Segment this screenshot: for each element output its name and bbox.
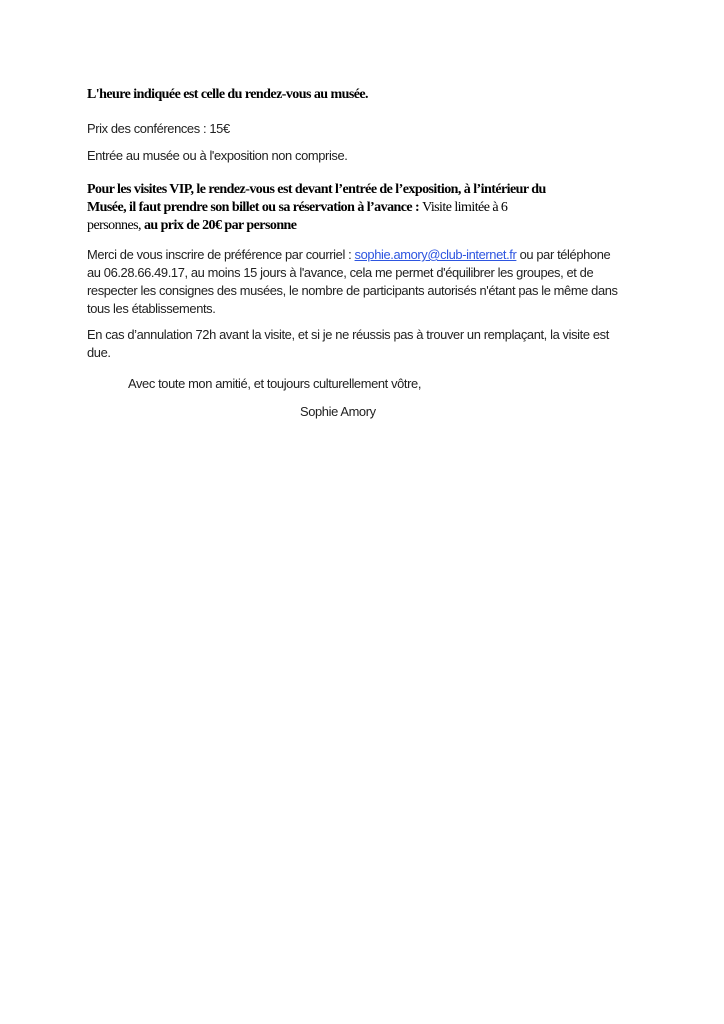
vip-visit-paragraph (87, 181, 647, 235)
registration-line-1-before-link: Merci de vous inscrire de préférence par courriel : (87, 247, 355, 262)
closing-salutation: Avec toute mon amitié, et toujours culturellement vôtre, (128, 376, 422, 391)
registration-line-1-after-link: ou par téléphone (516, 247, 611, 262)
registration-line-4: tous les établissements. (87, 301, 216, 316)
cancellation-policy-paragraph (87, 326, 647, 362)
vip-line-2-bold-text: Musée, il faut prendre son billet ou sa réservation à l’avance : (87, 200, 423, 215)
registration-line-3: respecter les consignes des musées, le nombre de participants autorisés n'étant pas le même dans (87, 283, 618, 298)
vip-line-2 (87, 199, 647, 217)
entry-fee-note: Entrée au musée ou à l'exposition non comprise. (87, 148, 348, 163)
signature-name: Sophie Amory (300, 404, 376, 419)
price-line: Prix des conférences : 15€ (87, 121, 230, 136)
cancellation-line-2: due. (87, 345, 111, 360)
registration-paragraph (87, 246, 647, 318)
cancellation-line-1: En cas d’annulation 72h avant la visite, et si je ne réussis pas à trouver un remplaçant, la visite est (87, 327, 609, 342)
registration-line-2: au 06.28.66.49.17, au moins 15 jours à l'avance, cela me permet d'équilibrer les groupes, et de (87, 265, 594, 280)
vip-line-3 (87, 217, 647, 235)
vip-line-3-regular-text: personnes, (87, 218, 144, 233)
vip-line-2-regular-text: Visite limitée à 6 (422, 200, 508, 215)
vip-line-1 (87, 181, 647, 199)
email-link[interactable]: sophie.amory@club-internet.fr (354, 247, 517, 262)
letter-content (87, 86, 647, 421)
registration-line-1 (87, 246, 647, 264)
vip-line-3-bold-text: au prix de 20€ par personne (143, 218, 297, 233)
vip-line-1-text: Pour les visites VIP, le rendez-vous est devant l’entrée de l’exposition, à l’intérieur du (87, 182, 546, 197)
meeting-time-note: L'heure indiquée est celle du rendez-vous au musée. (87, 87, 368, 102)
